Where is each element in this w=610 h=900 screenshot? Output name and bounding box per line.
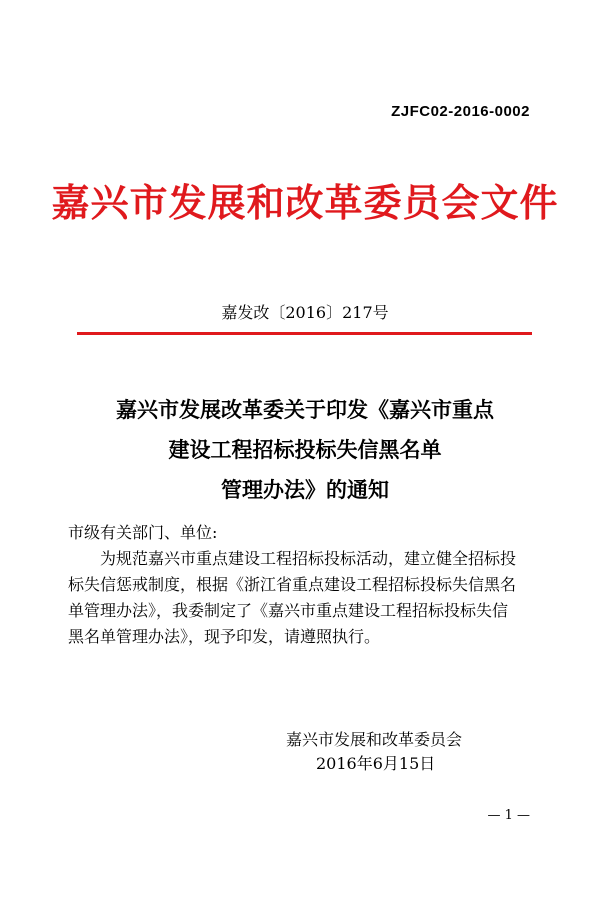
notice-title [0, 390, 610, 510]
issuance-number: 嘉发改〔2016〕217号 [221, 303, 389, 322]
body-line: 黑名单管理办法》，现予印发，请遵照执行。 [68, 627, 381, 646]
signature-block [286, 728, 462, 776]
body-line: 标失信惩戒制度，根据《浙江省重点建设工程招标投标失信黑名 [68, 575, 517, 594]
page-number: — 1 — [487, 808, 530, 823]
notice-title-line: 管理办法》的通知 [221, 478, 389, 502]
signature-organization: 嘉兴市发展和改革委员会 [286, 730, 463, 749]
notice-title-line: 嘉兴市发展改革委关于印发《嘉兴市重点 [116, 398, 494, 422]
issuer-title: 嘉兴市发展和改革委员会文件 [51, 181, 559, 225]
signature-date: 2016年6月15日 [316, 754, 436, 773]
document-number: ZJFC02-2016-0002 [391, 103, 530, 120]
body-line: 为规范嘉兴市重点建设工程招标投标活动，建立健全招标投 [68, 549, 517, 568]
red-divider-line [77, 332, 532, 335]
salutation: 市级有关部门、单位: [68, 523, 218, 542]
body-line: 单管理办法》，我委制定了《嘉兴市重点建设工程招标投标失信 [68, 601, 509, 620]
notice-title-line: 建设工程招标投标失信黑名单 [168, 438, 442, 462]
body-paragraph [68, 546, 542, 650]
